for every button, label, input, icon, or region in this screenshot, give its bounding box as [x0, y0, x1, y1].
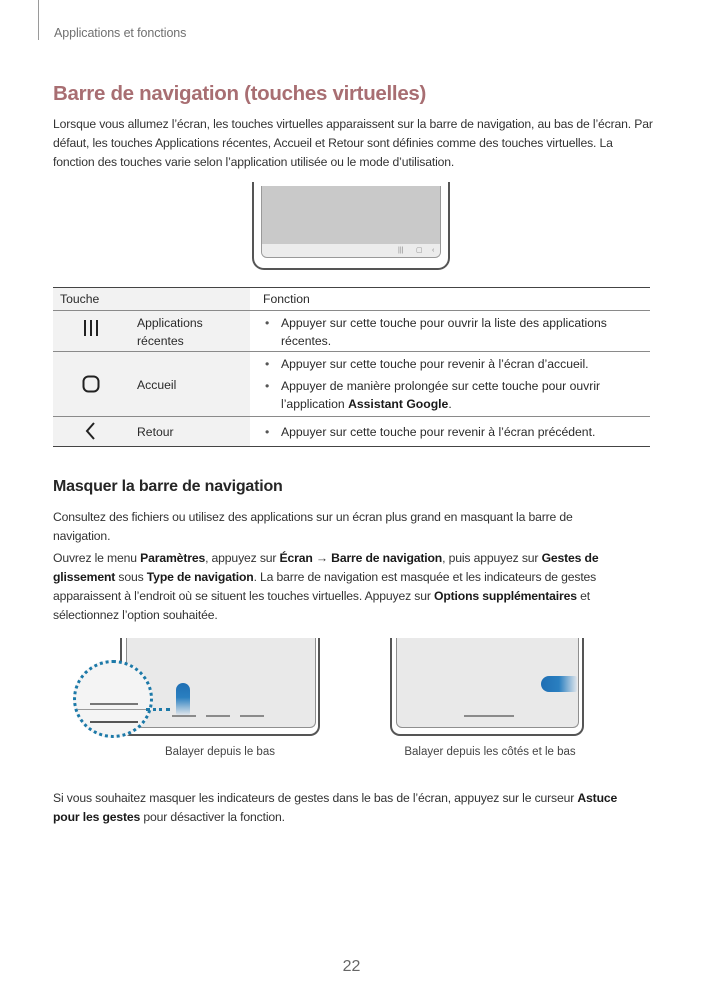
gesture-indicator	[464, 715, 514, 717]
text: sous	[115, 570, 147, 584]
function-cell	[263, 423, 643, 441]
virtual-navigation-bar	[262, 244, 440, 257]
header-touche: Touche	[60, 292, 100, 306]
function-bullet: • Appuyer sur cette touche pour ouvrir la liste des applications récentes.	[263, 314, 643, 350]
swipe-up-gesture-icon	[176, 683, 190, 715]
hide-paragraph-2	[53, 549, 643, 625]
intro-paragraph: Lorsque vous allumez l’écran, les touches virtuelles apparaissent sur la barre de navigation, au bas de l’écran. Par défaut, les touches Applications récentes, Accueil et Retour sont définies comme des touches virtuelles. La fonction des touches varie selon l’application utilisée ou le mode d’utilisation.	[53, 117, 653, 169]
text: . La barre de navigation est masquée et les indicateurs de gestes apparaissent à l’endroit où se situent les touches virtuelles. Appuyez sur	[53, 570, 597, 603]
key-name: Retour	[137, 425, 174, 439]
table-row	[53, 352, 650, 416]
section-subtitle: Masquer la barre de navigation	[53, 478, 283, 495]
menu-path-parametres: Paramètres	[140, 551, 206, 565]
recent-apps-icon: |||	[398, 247, 404, 254]
menu-path-barre-navigation: Barre de navigation	[331, 551, 443, 565]
header-fonction: Fonction	[263, 292, 310, 306]
gesture-indicator-zoomed	[90, 703, 138, 705]
function-bullet	[263, 377, 643, 413]
gesture-indicator	[172, 715, 196, 717]
menu-path-ecran: Écran	[279, 551, 313, 565]
option-supplementaires: Options supplémentaires	[434, 589, 577, 603]
frame-edge	[90, 721, 138, 723]
bullet-bold-text: Assistant Google	[348, 397, 449, 411]
text: et sélectionnez l’option souhaitée.	[53, 589, 590, 622]
table-row	[53, 417, 650, 446]
screen-edge	[76, 709, 153, 710]
option-type-navigation: Type de navigation	[146, 570, 254, 584]
recent-apps-icon	[73, 318, 109, 341]
function-bullet: • Appuyer sur cette touche pour revenir à l’écran d’accueil.	[263, 355, 643, 373]
text: , appuyez sur	[205, 551, 280, 565]
caption-swipe-bottom: Balayer depuis le bas	[165, 746, 275, 758]
home-icon: ▢	[416, 247, 423, 254]
caption-swipe-sides: Balayer depuis les côtés et le bas	[404, 746, 576, 758]
swipe-from-bottom-illustration	[60, 638, 330, 738]
page-number: 22	[342, 958, 361, 975]
option-astuce-gestes: Astuce pour les gestes	[53, 791, 618, 824]
key-name-line1: Applications	[137, 316, 203, 330]
hide-paragraph-3	[53, 789, 643, 827]
function-cell	[263, 355, 643, 413]
bullet-text: Appuyer de manière prolongée sur cette touche pour ouvrir l’application	[281, 379, 601, 411]
swipe-side-gesture-icon	[541, 676, 577, 692]
gesture-indicator	[206, 715, 230, 717]
back-icon	[73, 421, 109, 444]
table-header-row	[53, 288, 650, 310]
key-name-line2: récentes	[137, 334, 184, 348]
navigation-bar-illustration	[252, 186, 450, 270]
text: , puis appuyez sur	[442, 551, 542, 565]
table-bottom-rule	[53, 446, 650, 447]
home-icon	[73, 374, 109, 397]
function-cell	[263, 314, 643, 350]
back-icon: ‹	[432, 247, 435, 254]
swipe-from-sides-illustration	[390, 638, 590, 738]
header-divider	[38, 0, 39, 40]
function-bullet: • Appuyer sur cette touche pour revenir à l’écran précédent.	[263, 423, 643, 441]
bullet-text: .	[448, 397, 452, 411]
option-gestes-glissement: Gestes de glissement	[53, 551, 599, 584]
text: pour désactiver la fonction.	[140, 810, 285, 824]
zoom-connector	[146, 708, 170, 711]
arrow-icon: →	[312, 551, 332, 565]
zoom-circle	[73, 660, 153, 738]
hide-paragraph-1: Consultez des fichiers ou utilisez des applications sur un écran plus grand en masquant la barre de navigation.	[53, 510, 573, 543]
text: Ouvrez le menu	[53, 551, 141, 565]
section-header: Applications et fonctions	[54, 26, 187, 40]
text: Si vous souhaitez masquer les indicateurs de gestes dans le bas de l’écran, appuyez sur le curseur	[53, 791, 578, 805]
table-row	[53, 311, 650, 351]
key-name	[137, 314, 203, 350]
device-screen	[261, 186, 441, 258]
key-name: Accueil	[137, 378, 177, 392]
page-title: Barre de navigation (touches virtuelles)	[53, 82, 427, 105]
gesture-indicator	[240, 715, 264, 717]
